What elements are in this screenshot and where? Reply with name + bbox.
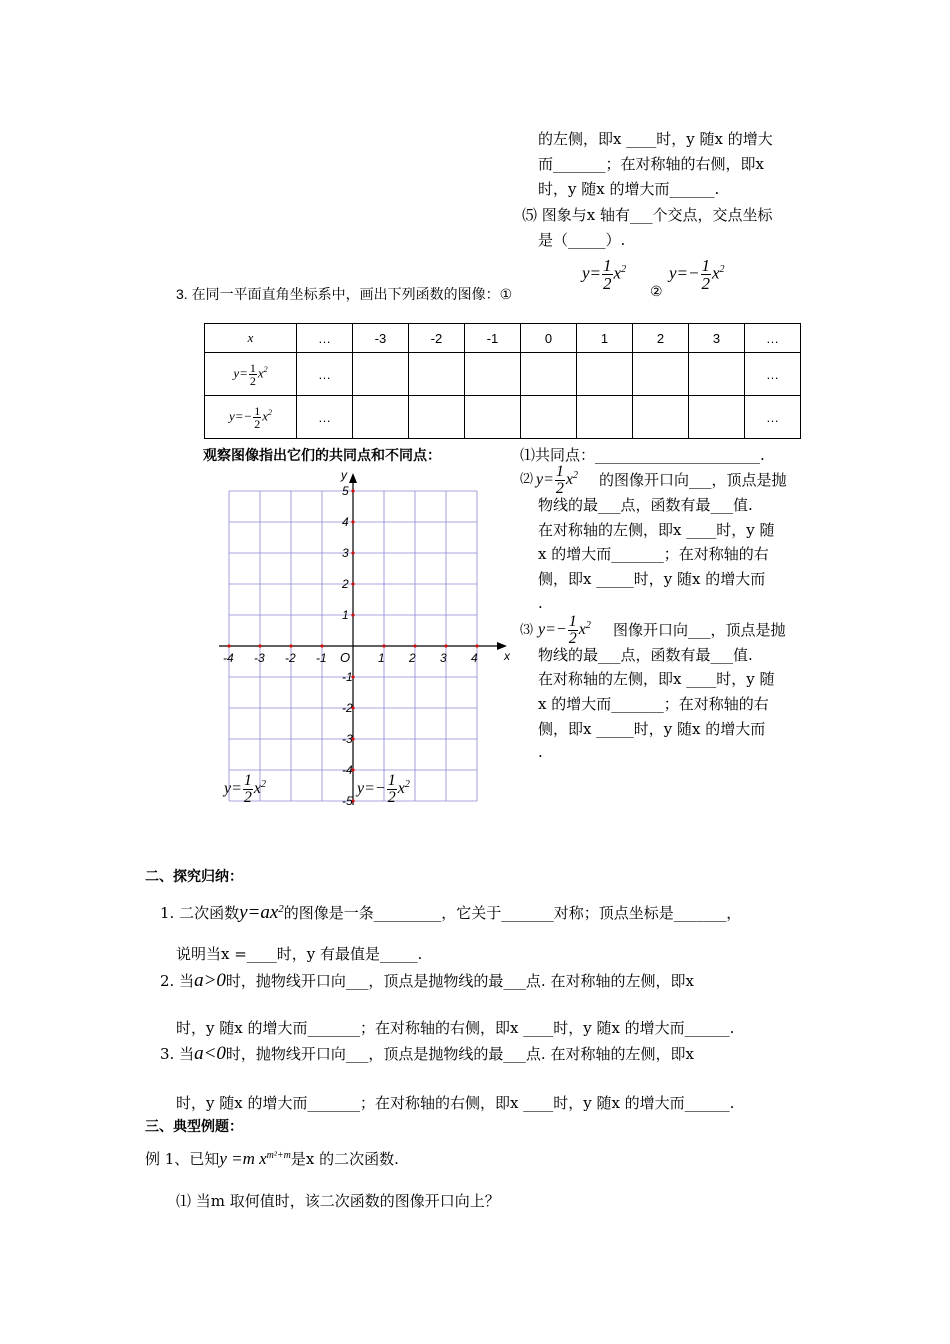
table-cell: … — [297, 353, 353, 396]
text-line: x 的增大而_______；在对称轴的右 — [538, 545, 769, 563]
y-axis-label: y — [341, 468, 347, 482]
x-tick-label: 4 — [471, 651, 478, 665]
text-line: 时，y 随x 的增大而_______；在对称轴的右侧，即x ____时，y 随x 的增大而______. — [176, 1019, 735, 1037]
coordinate-grid — [200, 460, 510, 820]
x-tick-mark — [444, 644, 447, 647]
table-cell[interactable] — [409, 396, 465, 439]
text-line: . — [538, 743, 543, 761]
item-formula: y=− $\frac{1}{2}$ $x^2$ — [538, 613, 591, 647]
table-header-cell: … — [297, 324, 353, 353]
table-header-cell: 1 — [577, 324, 633, 353]
table-cell: … — [745, 353, 801, 396]
table-header-cell: 2 — [633, 324, 689, 353]
x-tick-label: -1 — [316, 651, 327, 665]
item-3: 3. 当a<0时，抛物线开口向___，顶点是抛物线的最___点. 在对称轴的左侧，即x — [160, 1043, 694, 1064]
table-cell[interactable] — [353, 353, 409, 396]
axes — [219, 473, 507, 805]
text-line: x 的增大而_______；在对称轴的右 — [538, 695, 769, 713]
text-line: 的左侧，即x ____时，y 随x 的增大 — [538, 130, 773, 148]
table-cell: … — [745, 396, 801, 439]
x-tick-mark — [289, 644, 292, 647]
example-1: 例 1、已知y =m $x^{m^2+m}$是x 的二次函数. — [145, 1149, 399, 1168]
y-tick-label: 5 — [342, 484, 349, 498]
x-tick-mark — [382, 644, 385, 647]
x-tick-label: -3 — [254, 651, 265, 665]
item-1: 1. 二次函数$y=ax^2$的图像是一条_________，它关于_______对称；顶点坐标是_______， — [160, 902, 742, 923]
text-line: 的图像开口向___，顶点是抛 — [599, 471, 787, 489]
table-header-cell: 0 — [521, 324, 577, 353]
table-cell[interactable] — [353, 396, 409, 439]
text-line: 说明当x =____时，y 有最值是_____. — [176, 945, 423, 963]
y-tick-mark — [351, 582, 354, 585]
text-line: 物线的最___点，函数有最___值. — [538, 496, 753, 514]
y-tick-label: 2 — [342, 577, 349, 591]
table-cell[interactable] — [633, 353, 689, 396]
y-tick-mark — [351, 489, 354, 492]
table-cell[interactable] — [465, 353, 521, 396]
graph-label-1: y= $\frac{1}{2}$ $x^2$ — [224, 772, 267, 806]
table-cell[interactable] — [465, 396, 521, 439]
x-axis-label: x — [504, 649, 510, 663]
y-tick-mark — [351, 520, 354, 523]
formula-1: y= $\frac{1}{2}$ $x^2$ — [582, 256, 627, 293]
text-line: 时，y 随x 的增大而______. — [538, 180, 720, 198]
y-tick-label: -5 — [342, 794, 353, 808]
observe-heading: 观察图像指出它们的共同点和不同点： — [203, 447, 441, 463]
text-line: . — [538, 594, 543, 612]
y-tick-label: -3 — [342, 732, 353, 746]
x-tick-label: -4 — [223, 651, 234, 665]
origin-label: O — [340, 650, 351, 665]
example-1-question-1: ⑴ 当m 取何值时，该二次函数的图像开口向上？ — [176, 1192, 500, 1210]
table-header-cell: -3 — [353, 324, 409, 353]
x-tick-mark — [227, 644, 230, 647]
text-line: 是（_____）. — [538, 231, 626, 249]
item-mark: ⑶ — [520, 623, 534, 638]
text-line: 侧，即x _____时，y 随x 的增大而 — [538, 570, 766, 588]
table-cell: … — [297, 396, 353, 439]
section-2-heading: 二、探究归纳： — [145, 868, 243, 884]
text-line: 在对称轴的左侧，即x ____时，y 随 — [538, 670, 775, 688]
text-line: 在对称轴的左侧，即x ____时，y 随 — [538, 521, 775, 539]
value-table — [204, 323, 801, 439]
mark-2: ② — [650, 284, 663, 300]
text-line: 而_______；在对称轴的右侧，即x — [538, 155, 764, 173]
text-line: 时，y 随x 的增大而_______；在对称轴的右侧，即x ____时，y 随x 的增大而______. — [176, 1094, 735, 1112]
text-line: ⑸ 图象与x 轴有___个交点，交点坐标 — [522, 206, 773, 224]
y-tick-label: 3 — [342, 546, 349, 560]
text-line: 侧，即x _____时，y 随x 的增大而 — [538, 720, 766, 738]
table-header-cell: -1 — [465, 324, 521, 353]
table-cell[interactable] — [689, 396, 745, 439]
y-tick-label: -2 — [342, 701, 353, 715]
item-2: 2. 当a>0时，抛物线开口向___，顶点是抛物线的最___点. 在对称轴的左侧，即x — [160, 970, 694, 991]
y-tick-label: 4 — [342, 515, 349, 529]
x-tick-mark — [413, 644, 416, 647]
section-3-heading: 三、典型例题： — [145, 1118, 243, 1134]
text-line: 图像开口向___，顶点是抛 — [613, 621, 786, 639]
y-tick-label: -4 — [342, 763, 353, 777]
y-tick-mark — [351, 613, 354, 616]
table-cell[interactable] — [409, 353, 465, 396]
y-axis-arrow — [349, 473, 357, 483]
table-row-label: y= $\frac{1}{2}$ $x^2$ — [205, 353, 297, 396]
table-cell[interactable] — [689, 353, 745, 396]
y-tick-label: 1 — [342, 608, 349, 622]
table-cell[interactable] — [633, 396, 689, 439]
table-cell[interactable] — [521, 396, 577, 439]
x-tick-mark — [258, 644, 261, 647]
y-tick-mark — [351, 551, 354, 554]
x-tick-label: 1 — [378, 651, 385, 665]
tick-labels — [223, 468, 510, 808]
x-tick-mark — [320, 644, 323, 647]
y-tick-label: -1 — [342, 670, 353, 684]
x-tick-mark — [475, 644, 478, 647]
table-header-cell: x — [205, 324, 297, 353]
table-cell[interactable] — [577, 353, 633, 396]
x-tick-label: 3 — [440, 651, 447, 665]
table-header-cell: 3 — [689, 324, 745, 353]
table-cell[interactable] — [577, 396, 633, 439]
graph-label-2: y=− $\frac{1}{2}$ $x^2$ — [357, 772, 410, 806]
item-formula: y= $\frac{1}{2}$ $x^2$ — [536, 463, 579, 497]
x-tick-label: -2 — [285, 651, 296, 665]
question-3: 3. 在同一平面直角坐标系中，画出下列函数的图像：① — [176, 286, 513, 302]
item-mark: ⑵ — [520, 472, 534, 487]
table-header-cell: … — [745, 324, 801, 353]
formula-2: y=− $\frac{1}{2}$ $x^2$ — [669, 256, 725, 293]
table-row-label: y=− $\frac{1}{2}$ $x^2$ — [205, 396, 297, 439]
x-tick-label: 2 — [409, 651, 416, 665]
common-points: ⑴共同点：______________________. — [520, 446, 765, 464]
table-header-cell: -2 — [409, 324, 465, 353]
table-cell[interactable] — [521, 353, 577, 396]
text-line: 物线的最___点，函数有最___值. — [538, 646, 753, 664]
